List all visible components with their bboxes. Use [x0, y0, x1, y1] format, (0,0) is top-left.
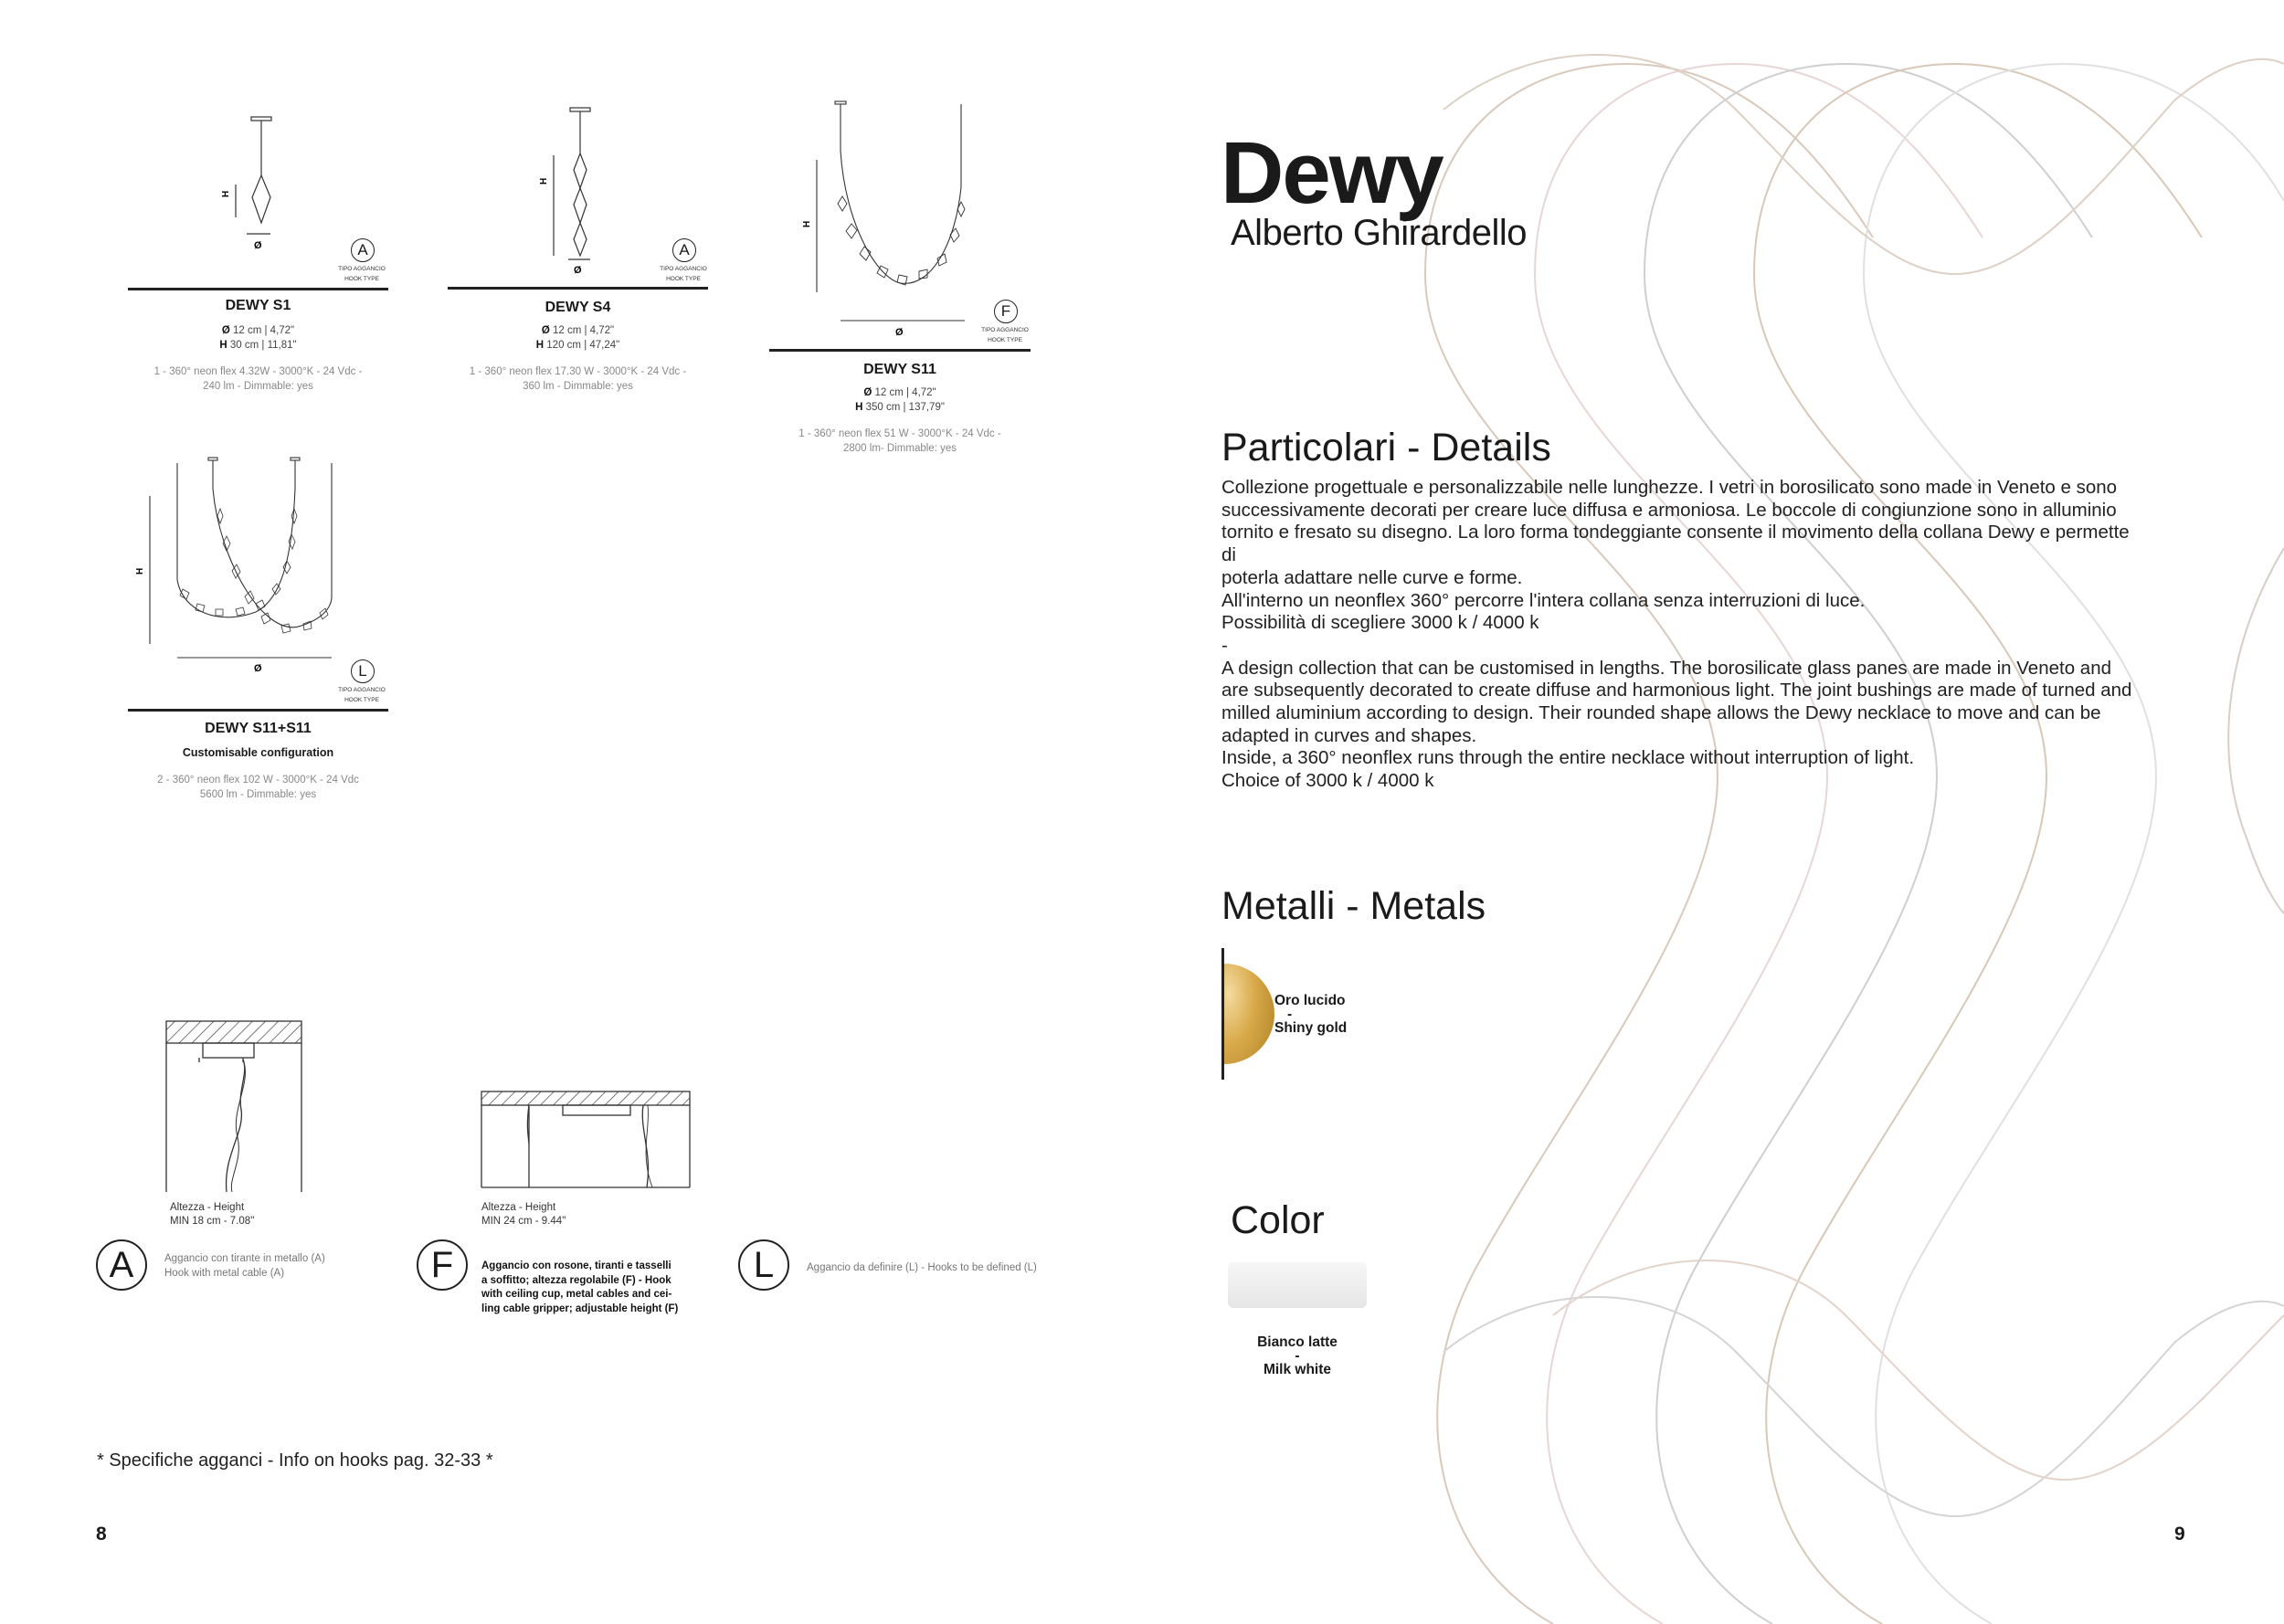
metal-label: Oro lucido - Shiny gold [1274, 993, 1348, 1036]
product-name: DEWY S1 [225, 298, 291, 313]
hook-legend-f-badge: F [417, 1239, 468, 1291]
product-dimensions: Ø 12 cm | 4,72" H 350 cm | 137,79" [855, 387, 945, 413]
hook-legend-l-desc: Aggancio da definire (L) - Hooks to be defined (L) [807, 1262, 1037, 1273]
dewy-s11-drawing [795, 96, 978, 343]
product-custom-config: Customisable configuration [182, 746, 334, 759]
product-rule [128, 709, 388, 712]
metals-heading: Metalli - Metals [1221, 884, 1486, 928]
product-name: DEWY S11+S11 [205, 721, 312, 736]
product-dimensions: Ø 12 cm | 4,72" H 120 cm | 47,24" [535, 325, 620, 351]
hook-badge-l: L [351, 659, 375, 683]
color-swatch-milk-white [1228, 1262, 1367, 1308]
product-name: DEWY S11 [863, 362, 936, 377]
designer-name: Alberto Ghirardello [1231, 213, 1527, 253]
dia-label: Ø [574, 265, 582, 276]
collection-title: Dewy [1221, 124, 1443, 222]
hook-badge-a: A [351, 238, 375, 262]
hook-f-diagram [479, 1089, 693, 1191]
product-rule [448, 287, 708, 290]
hook-legend-a-desc: Aggancio con tirante in metallo (A) Hook with metal cable (A) [164, 1253, 325, 1279]
height-label: H [221, 190, 231, 197]
dewy-s1-drawing [210, 110, 301, 256]
metal-swatch-gold [1224, 964, 1281, 1064]
hook-type-label: TIPO AGGANCIO HOOK TYPE [981, 327, 1029, 343]
hook-legend-f-desc: Aggancio con rosone, tiranti e tasselli a soffitto; altezza regolabile (F) - Hook with ceiling cup, metal cables and cei- ling cable gripper; adjustable height (F) [481, 1260, 679, 1314]
dia-label: Ø [254, 240, 262, 251]
hook-type-label: TIPO AGGANCIO HOOK TYPE [338, 266, 386, 282]
product-spec: 1 - 360° neon flex 51 W - 3000°K - 24 Vdc - 2800 lm- Dimmable: yes [798, 428, 1001, 454]
height-note-a: Altezza - Height MIN 18 cm - 7.08" [170, 1202, 255, 1227]
color-label: Bianco latte - Milk white [1257, 1334, 1338, 1377]
height-note-f: Altezza - Height MIN 24 cm - 9.44" [481, 1202, 566, 1227]
hook-legend-l-badge: L [738, 1239, 789, 1291]
dia-label: Ø [254, 663, 262, 674]
product-dimensions: Ø 12 cm | 4,72" H 30 cm | 11,81" [219, 325, 297, 351]
height-label: H [802, 220, 812, 227]
hook-a-diagram [164, 1018, 306, 1197]
hook-badge-a: A [672, 238, 696, 262]
color-heading: Color [1231, 1198, 1325, 1242]
details-body: Collezione progettuale e personalizzabile nelle lunghezze. I vetri in borosilicato sono made in Veneto e sono successivamente decorati per creare luce diffusa e armoniosa. Le boccole di congiunzione sono in alluminio tornito e fresato su disegno. La loro forma tondeggiante consente il movimento della collana Dewy e permette di poterla adattare nelle curve e forme. All'interno un neonflex 360° percorre l'intera collana senza interruzioni di luce. Possibilità di scegliere 3000 k / 4000 k - A design collection that can be customised in lengths. The borosilicate glass panes are made in Veneto and are subsequently decorated to create diffuse and harmonious light. The joint bushings are made of turned and milled aluminium according to design. Their rounded shape allows the Dewy necklace to move and can be adapted in curves and shapes. Inside, a 360° neonflex runs through the entire necklace without interruption of light. Choice of 3000 k / 4000 k [1221, 477, 2132, 792]
height-label: H [135, 567, 145, 575]
details-heading: Particolari - Details [1221, 426, 1551, 469]
height-label: H [539, 177, 549, 185]
page-number-left: 8 [96, 1524, 107, 1545]
dewy-s4-drawing [530, 100, 621, 283]
hook-legend-a-badge: A [96, 1239, 147, 1291]
hooks-footnote: * Specifiche agganci - Info on hooks pag. 32-33 * [97, 1450, 493, 1471]
hook-badge-f: F [994, 300, 1018, 323]
hook-type-label: TIPO AGGANCIO HOOK TYPE [338, 687, 386, 703]
product-rule [128, 288, 388, 290]
product-rule [769, 349, 1031, 352]
product-spec: 1 - 360° neon flex 17.30 W - 3000°K - 24 Vdc - 360 lm - Dimmable: yes [469, 366, 687, 392]
dia-label: Ø [895, 327, 904, 338]
product-name: DEWY S4 [545, 300, 611, 315]
page-number-right: 9 [2174, 1524, 2185, 1545]
product-spec: 1 - 360° neon flex 4.32W - 3000°K - 24 Vdc - 240 lm - Dimmable: yes [153, 366, 363, 392]
hook-type-label: TIPO AGGANCIO HOOK TYPE [660, 266, 707, 282]
product-spec: 2 - 360° neon flex 102 W - 3000°K - 24 Vdc 5600 lm - Dimmable: yes [157, 775, 359, 800]
dewy-s11-s11-drawing [128, 452, 347, 676]
